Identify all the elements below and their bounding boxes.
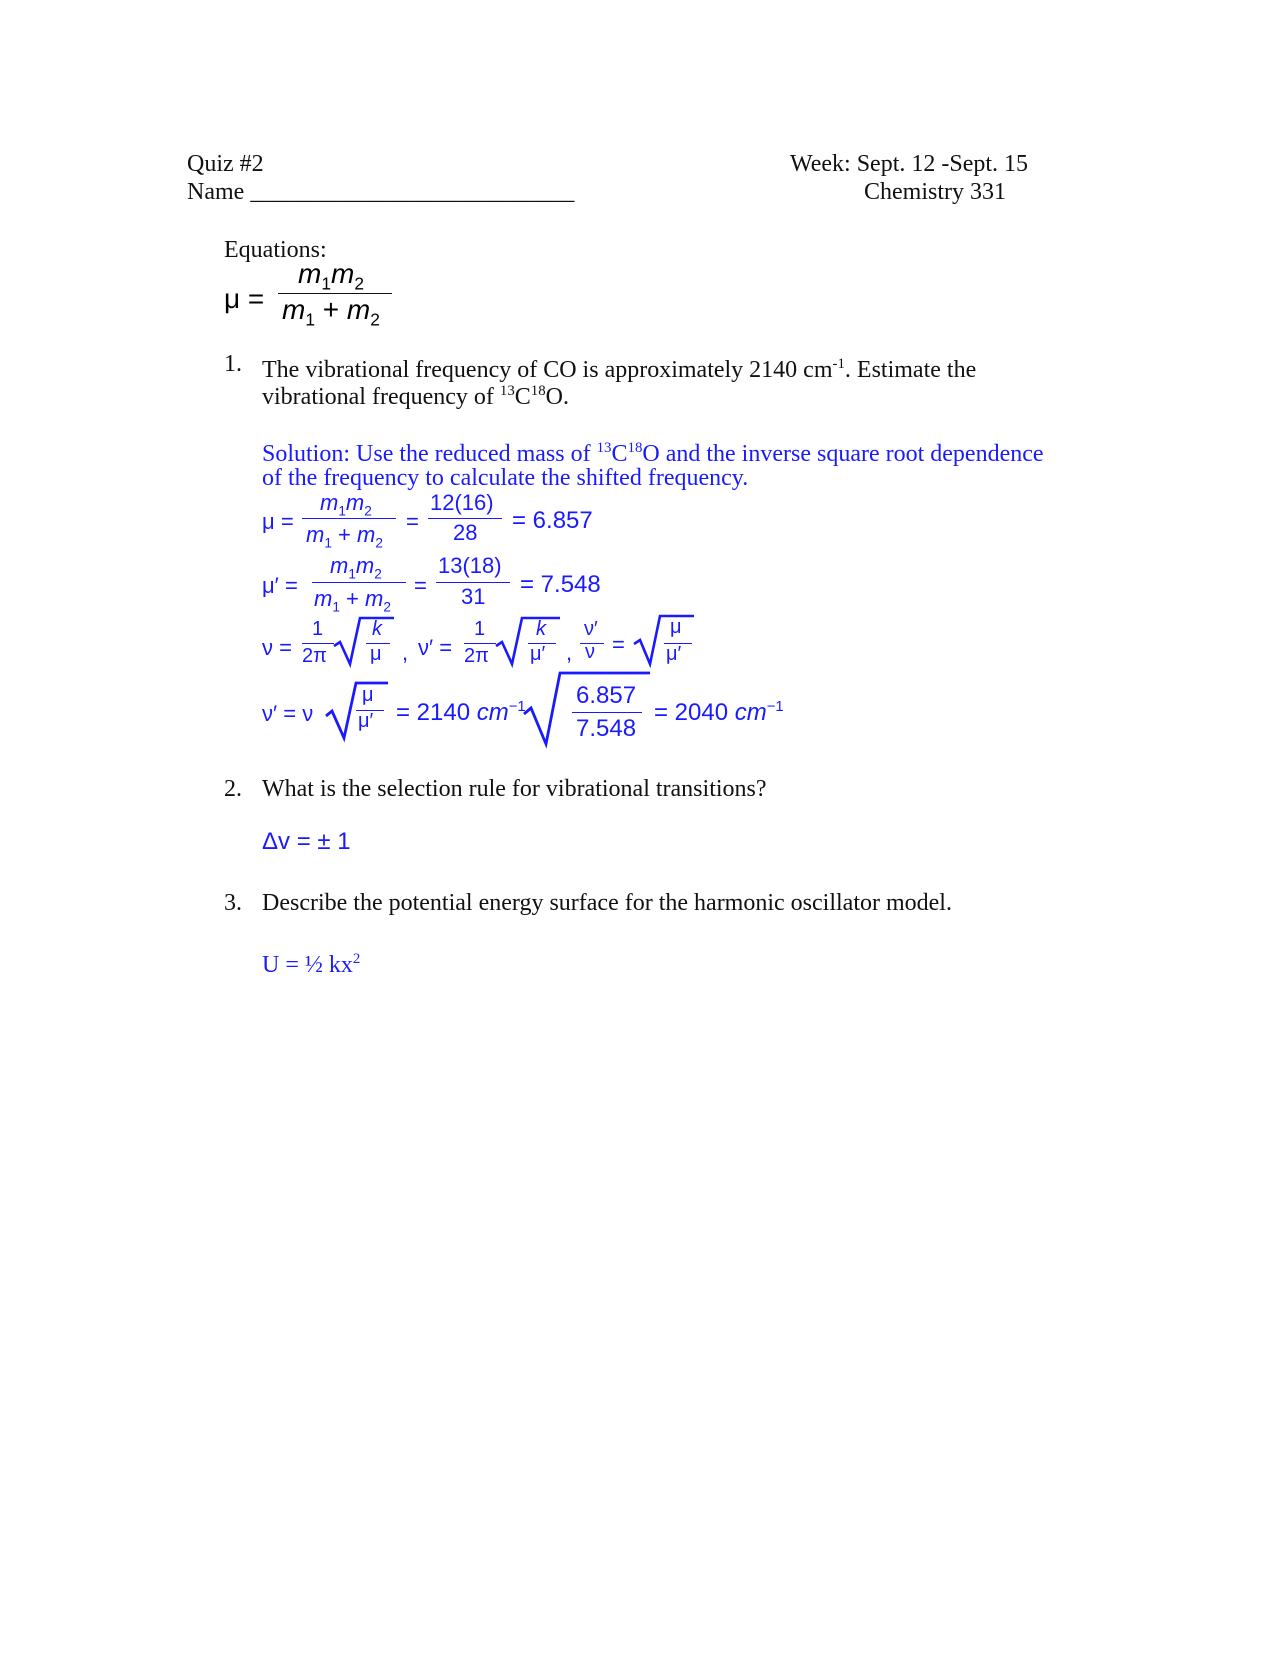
- sqrt-sign-2: [496, 616, 560, 666]
- q2-text: What is the selection rule for vibrational transitions?: [262, 776, 767, 802]
- sqrt-sign-1: [334, 616, 394, 666]
- q1-line1: The vibrational frequency of CO is approximately 2140 $cm^{-1}$. Estimate the: [262, 356, 977, 383]
- q1-number: 1.: [224, 351, 242, 377]
- name-blank: ___________________________: [250, 179, 575, 205]
- mu-prime-num-value: 13(18): [438, 553, 502, 578]
- q3-answer: U = ½ $kx^2$: [262, 951, 361, 978]
- solution-line1: Solution: Use the reduced mass of $^{13}C^{18}O$ and the inverse square root dependence: [262, 440, 1044, 467]
- mu-prime-result: = 7.548: [520, 571, 601, 598]
- name-label-text: Name: [187, 179, 245, 205]
- quiz-number: Quiz #2: [187, 151, 264, 177]
- equations-heading: Equations:: [224, 237, 327, 263]
- sqrt-numerator: 6.857: [576, 682, 637, 709]
- q3-number: 3.: [224, 890, 242, 916]
- q3-text: Describe the potential energy surface for the harmonic oscillator model.: [262, 890, 952, 916]
- q2-answer: Δv = ± 1: [262, 828, 351, 855]
- mu-denominator: $m_1 + m_2$: [282, 294, 380, 330]
- week-range: Week: Sept. 12 -Sept. 15: [790, 151, 1029, 177]
- mu-prime-den-value: 31: [461, 584, 486, 609]
- course-name: Chemistry 331: [864, 179, 1006, 205]
- mu-result: = 6.857: [512, 507, 593, 534]
- q2-number: 2.: [224, 776, 242, 802]
- equals-sign: =: [247, 283, 265, 314]
- sqrt-denominator: 7.548: [576, 715, 637, 742]
- mu-symbol: μ: [224, 283, 241, 314]
- mu-num-value: 12(16): [430, 490, 494, 515]
- mu-den-value: 28: [453, 520, 478, 545]
- name-label: [187, 178, 574, 206]
- final-frequency: = 2040 $cm^{-1}$: [654, 699, 784, 726]
- q1-line2: vibrational frequency of $^{13}C^{18}O$.: [262, 383, 570, 410]
- mu-numerator: $m_1m_2$: [298, 258, 364, 294]
- solution-line2: of the frequency to calculate the shifted frequency.: [262, 465, 749, 491]
- sqrt-sign-3: [634, 614, 694, 666]
